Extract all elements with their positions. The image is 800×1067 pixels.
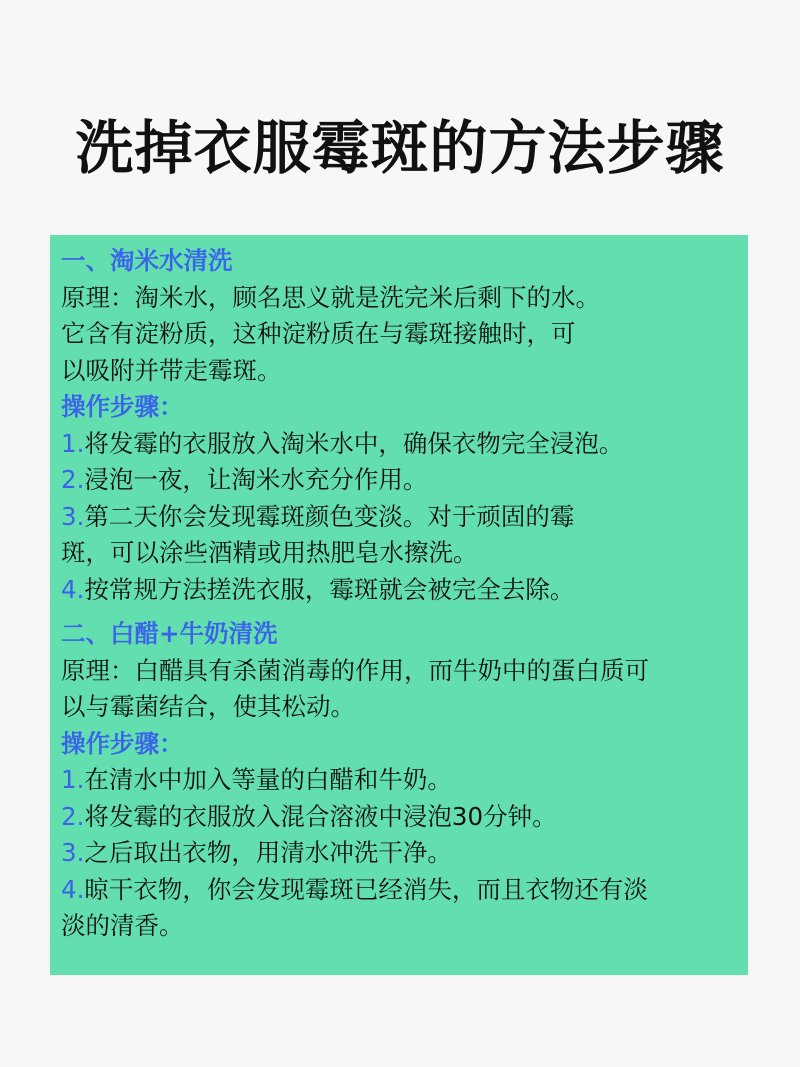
step-number: 3.	[61, 838, 85, 867]
principle-line: 以吸附并带走霉斑。	[61, 355, 282, 385]
step-item	[61, 572, 738, 609]
step-text-continued: 斑，可以涂些酒精或用热肥皂水擦洗。	[61, 538, 478, 567]
step-item	[61, 872, 738, 909]
section-spacer	[61, 608, 738, 616]
step-text: 按常规方法搓洗衣服，霉斑就会被完全去除。	[84, 574, 575, 604]
step-item	[61, 499, 738, 536]
step-text: 之后取出衣物，用清水冲洗干净。	[84, 838, 452, 867]
step-text-continued: 淡的清香。	[61, 911, 184, 940]
principle-line: 原理：淘米水，顾名思义就是洗完米后剩下的水。	[61, 282, 600, 312]
step-item	[61, 462, 738, 499]
step-text: 浸泡一夜，让淘米水充分作用。	[84, 465, 428, 494]
steps-label: 操作步骤：	[61, 392, 184, 421]
section-heading: 一、淘米水清洗	[61, 246, 233, 275]
section-heading: 二、白醋+牛奶清洗	[61, 619, 278, 648]
step-item	[61, 799, 738, 836]
step-text: 第二天你会发现霉斑颜色变淡。对于顽固的霉	[84, 501, 575, 531]
principle-line: 原理：白醋具有杀菌消毒的作用，而牛奶中的蛋白质可	[61, 655, 649, 685]
step-text: 晾干衣物，你会发现霉斑已经消失，而且衣物还有淡	[84, 874, 648, 904]
content-card	[50, 235, 748, 975]
step-number: 4.	[61, 574, 85, 604]
principle-line: 以与霉菌结合，使其松动。	[61, 692, 355, 721]
step-text: 将发霉的衣服放入淘米水中，确保衣物完全浸泡。	[84, 428, 624, 458]
principle-line: 它含有淀粉质，这种淀粉质在与霉斑接触时，可	[61, 319, 576, 348]
step-text: 将发霉的衣服放入混合溶液中浸泡30分钟。	[84, 801, 557, 831]
step-text: 在清水中加入等量的白醋和牛奶。	[84, 765, 452, 794]
step-item	[61, 762, 738, 799]
step-number: 1.	[61, 428, 85, 458]
step-number: 3.	[61, 501, 85, 531]
step-item	[61, 835, 738, 872]
page-title: 洗掉衣服霉斑的方法步骤	[75, 114, 725, 182]
step-item	[61, 426, 738, 463]
step-number: 2.	[61, 801, 85, 831]
step-number: 4.	[61, 874, 85, 904]
step-number: 2.	[61, 465, 85, 494]
steps-label: 操作步骤：	[61, 728, 184, 758]
step-number: 1.	[61, 765, 85, 794]
